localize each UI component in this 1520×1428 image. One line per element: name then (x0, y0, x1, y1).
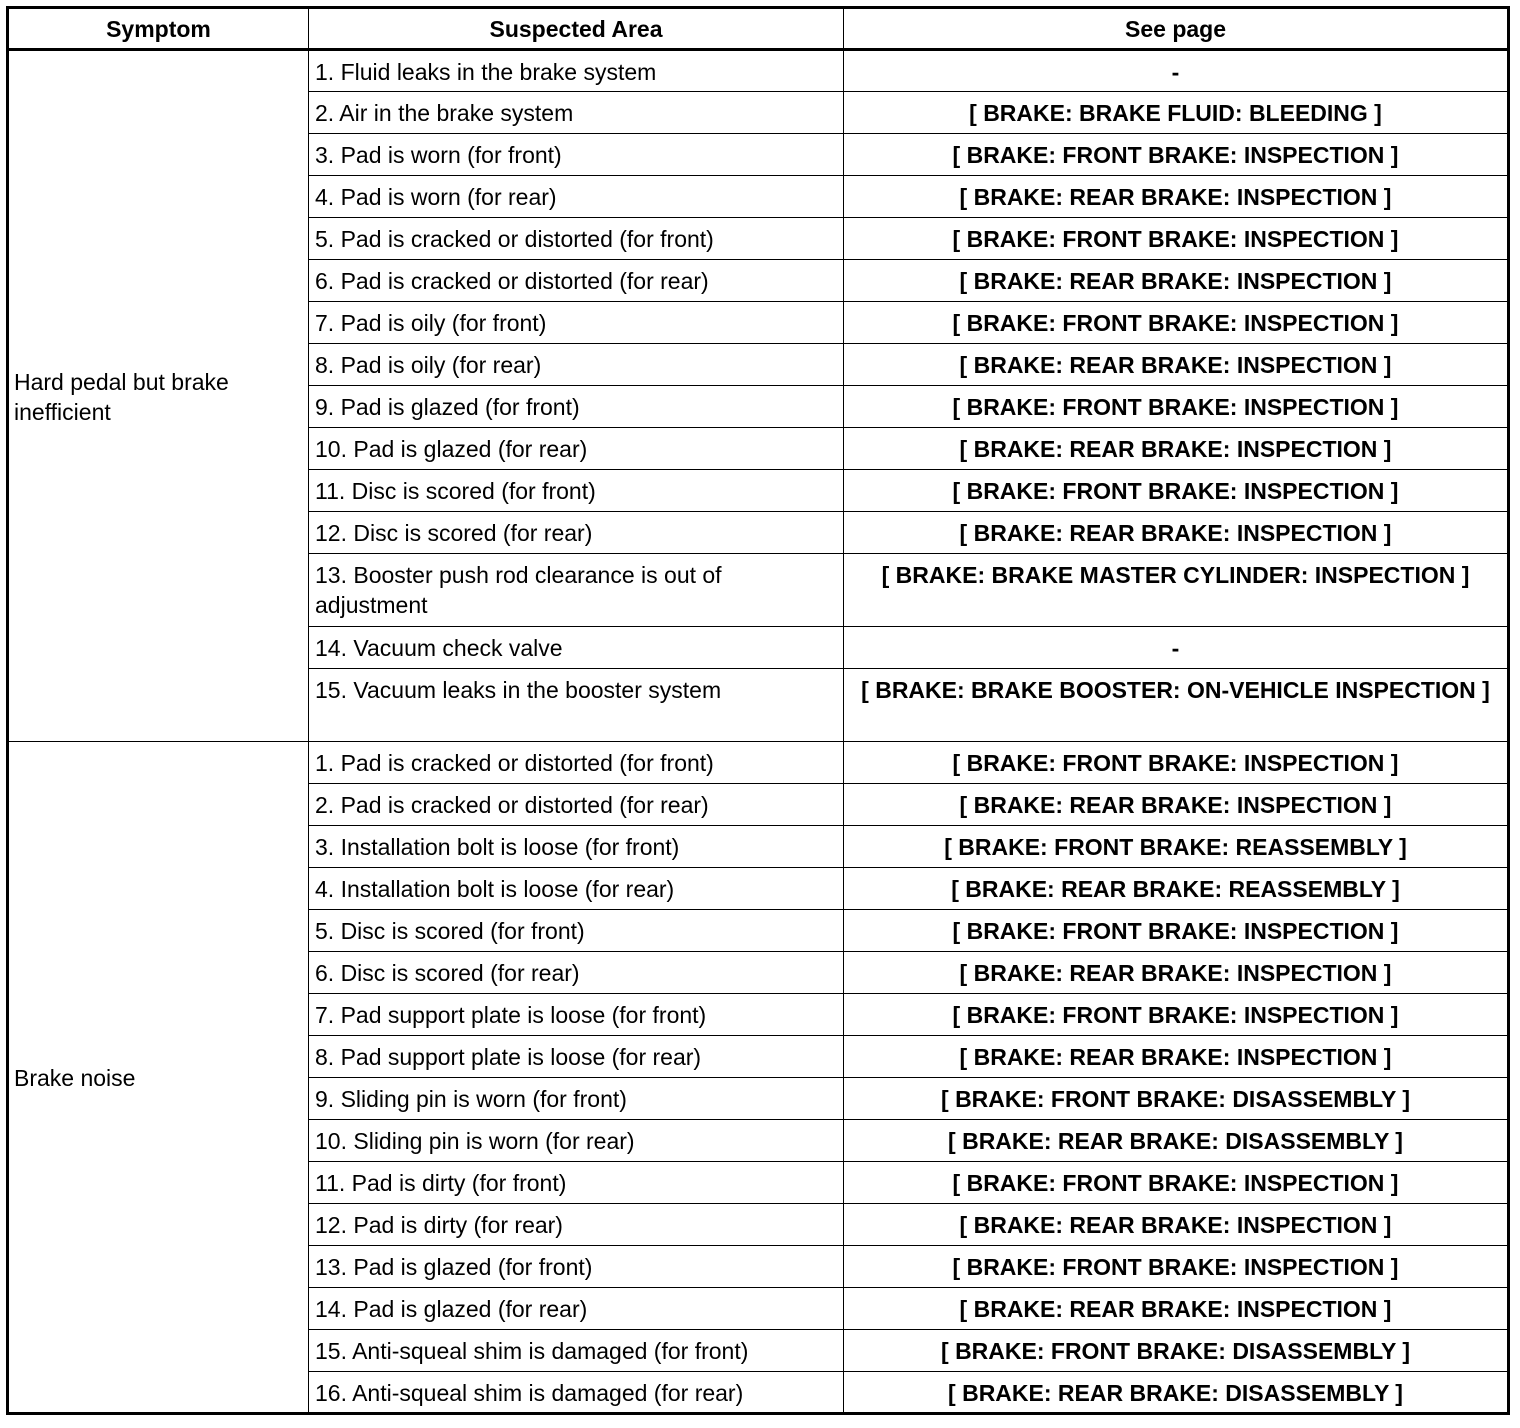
see-page-cell: [ BRAKE: REAR BRAKE: INSPECTION ] (844, 1288, 1509, 1330)
see-page-cell: [ BRAKE: REAR BRAKE: DISASSEMBLY ] (844, 1372, 1509, 1414)
suspected-area-cell: 13. Booster push rod clearance is out of adjustment (309, 554, 844, 627)
see-page-cell: [ BRAKE: FRONT BRAKE: INSPECTION ] (844, 910, 1509, 952)
suspected-area-cell: 8. Pad support plate is loose (for rear) (309, 1036, 844, 1078)
suspected-area-cell: 2. Air in the brake system (309, 92, 844, 134)
see-page-cell: [ BRAKE: REAR BRAKE: INSPECTION ] (844, 344, 1509, 386)
table-body (8, 50, 1509, 1414)
see-page-cell: [ BRAKE: FRONT BRAKE: INSPECTION ] (844, 994, 1509, 1036)
suspected-area-cell: 9. Pad is glazed (for front) (309, 386, 844, 428)
suspected-area-cell: 7. Pad support plate is loose (for front) (309, 994, 844, 1036)
suspected-area-cell: 6. Disc is scored (for rear) (309, 952, 844, 994)
see-page-cell: [ BRAKE: FRONT BRAKE: INSPECTION ] (844, 302, 1509, 344)
suspected-area-cell: 12. Pad is dirty (for rear) (309, 1204, 844, 1246)
suspected-area-cell: 4. Installation bolt is loose (for rear) (309, 868, 844, 910)
suspected-area-cell: 1. Fluid leaks in the brake system (309, 50, 844, 92)
see-page-cell: [ BRAKE: BRAKE FLUID: BLEEDING ] (844, 92, 1509, 134)
see-page-cell: [ BRAKE: BRAKE BOOSTER: ON-VEHICLE INSPECTION ] (844, 669, 1509, 742)
see-page-cell: [ BRAKE: REAR BRAKE: INSPECTION ] (844, 784, 1509, 826)
see-page-cell: [ BRAKE: REAR BRAKE: REASSEMBLY ] (844, 868, 1509, 910)
see-page-cell: [ BRAKE: REAR BRAKE: INSPECTION ] (844, 952, 1509, 994)
symptom-cell: Brake noise (8, 742, 309, 1414)
suspected-area-cell: 1. Pad is cracked or distorted (for front) (309, 742, 844, 784)
suspected-area-cell: 12. Disc is scored (for rear) (309, 512, 844, 554)
see-page-cell: [ BRAKE: FRONT BRAKE: INSPECTION ] (844, 1246, 1509, 1288)
see-page-cell: [ BRAKE: FRONT BRAKE: INSPECTION ] (844, 742, 1509, 784)
suspected-area-cell: 5. Disc is scored (for front) (309, 910, 844, 952)
suspected-area-cell: 10. Pad is glazed (for rear) (309, 428, 844, 470)
see-page-cell: [ BRAKE: FRONT BRAKE: INSPECTION ] (844, 218, 1509, 260)
suspected-area-cell: 7. Pad is oily (for front) (309, 302, 844, 344)
suspected-area-cell: 2. Pad is cracked or distorted (for rear) (309, 784, 844, 826)
suspected-area-cell: 16. Anti-squeal shim is damaged (for rear) (309, 1372, 844, 1414)
see-page-cell: [ BRAKE: REAR BRAKE: DISASSEMBLY ] (844, 1120, 1509, 1162)
suspected-area-cell: 15. Anti-squeal shim is damaged (for front) (309, 1330, 844, 1372)
suspected-area-cell: 4. Pad is worn (for rear) (309, 176, 844, 218)
symptom-cell: Hard pedal but brake inefficient (8, 50, 309, 742)
suspected-area-cell: 10. Sliding pin is worn (for rear) (309, 1120, 844, 1162)
see-page-cell: [ BRAKE: FRONT BRAKE: INSPECTION ] (844, 386, 1509, 428)
suspected-area-cell: 11. Disc is scored (for front) (309, 470, 844, 512)
see-page-cell: [ BRAKE: FRONT BRAKE: INSPECTION ] (844, 1162, 1509, 1204)
suspected-area-cell: 13. Pad is glazed (for front) (309, 1246, 844, 1288)
header-symptom: Symptom (8, 8, 309, 50)
see-page-cell: [ BRAKE: BRAKE MASTER CYLINDER: INSPECTION ] (844, 554, 1509, 627)
suspected-area-cell: 15. Vacuum leaks in the booster system (309, 669, 844, 742)
see-page-cell: [ BRAKE: FRONT BRAKE: DISASSEMBLY ] (844, 1078, 1509, 1120)
header-suspected-area: Suspected Area (309, 8, 844, 50)
suspected-area-cell: 6. Pad is cracked or distorted (for rear) (309, 260, 844, 302)
suspected-area-cell: 14. Pad is glazed (for rear) (309, 1288, 844, 1330)
table-row (8, 50, 1509, 92)
header-row (8, 8, 1509, 50)
header-see-page: See page (844, 8, 1509, 50)
see-page-cell: [ BRAKE: REAR BRAKE: INSPECTION ] (844, 176, 1509, 218)
see-page-cell: - (844, 627, 1509, 669)
see-page-cell: [ BRAKE: REAR BRAKE: INSPECTION ] (844, 512, 1509, 554)
see-page-cell: - (844, 50, 1509, 92)
see-page-cell: [ BRAKE: FRONT BRAKE: INSPECTION ] (844, 134, 1509, 176)
see-page-cell: [ BRAKE: FRONT BRAKE: DISASSEMBLY ] (844, 1330, 1509, 1372)
see-page-cell: [ BRAKE: FRONT BRAKE: REASSEMBLY ] (844, 826, 1509, 868)
troubleshooting-table (6, 6, 1510, 1415)
see-page-cell: [ BRAKE: REAR BRAKE: INSPECTION ] (844, 428, 1509, 470)
see-page-cell: [ BRAKE: REAR BRAKE: INSPECTION ] (844, 260, 1509, 302)
see-page-cell: [ BRAKE: FRONT BRAKE: INSPECTION ] (844, 470, 1509, 512)
suspected-area-cell: 11. Pad is dirty (for front) (309, 1162, 844, 1204)
see-page-cell: [ BRAKE: REAR BRAKE: INSPECTION ] (844, 1204, 1509, 1246)
suspected-area-cell: 9. Sliding pin is worn (for front) (309, 1078, 844, 1120)
suspected-area-cell: 3. Pad is worn (for front) (309, 134, 844, 176)
suspected-area-cell: 14. Vacuum check valve (309, 627, 844, 669)
table-row (8, 742, 1509, 784)
suspected-area-cell: 3. Installation bolt is loose (for front) (309, 826, 844, 868)
suspected-area-cell: 5. Pad is cracked or distorted (for front) (309, 218, 844, 260)
see-page-cell: [ BRAKE: REAR BRAKE: INSPECTION ] (844, 1036, 1509, 1078)
suspected-area-cell: 8. Pad is oily (for rear) (309, 344, 844, 386)
